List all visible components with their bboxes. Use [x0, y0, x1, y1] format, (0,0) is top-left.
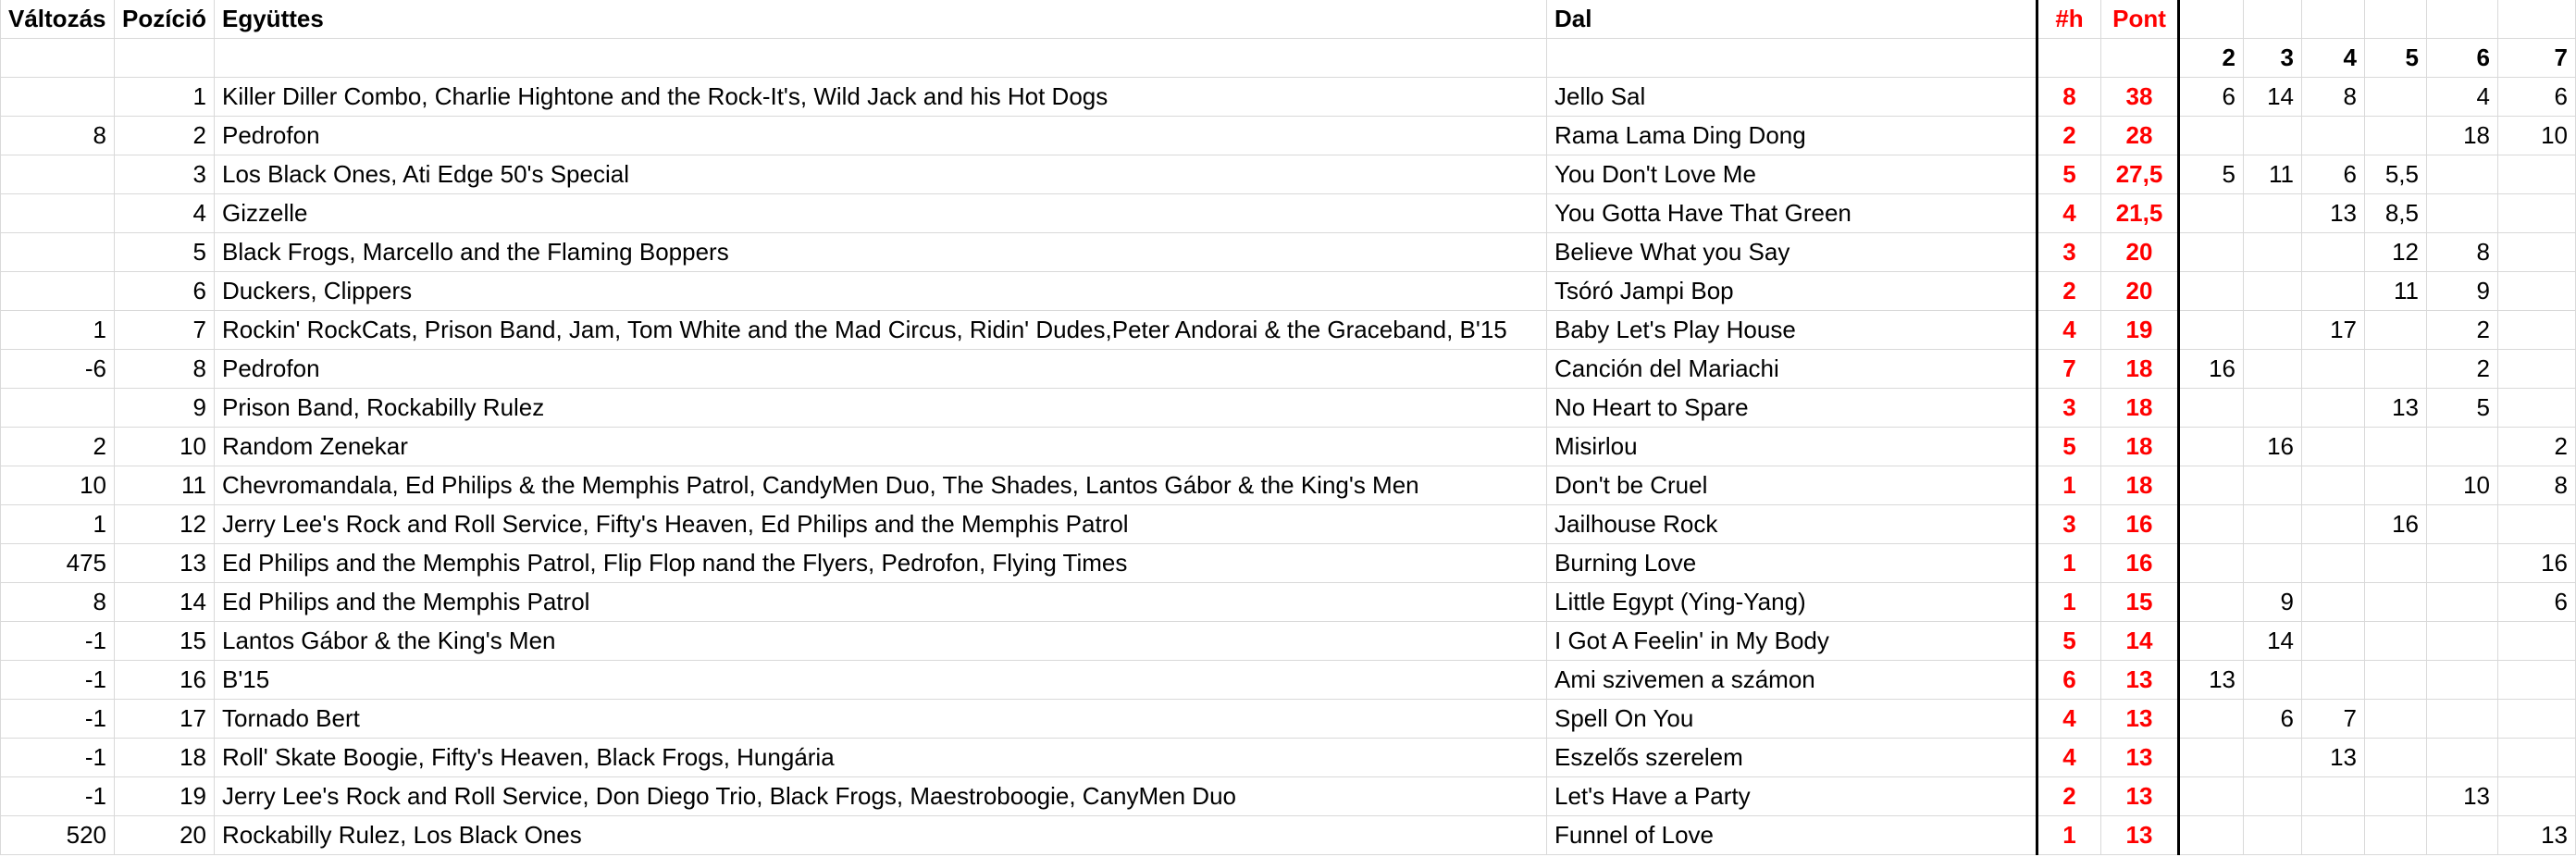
- week-score-cell[interactable]: 8: [2302, 78, 2365, 117]
- week-score-cell[interactable]: 6: [2244, 700, 2302, 739]
- change-cell[interactable]: 520: [1, 816, 115, 855]
- count-cell[interactable]: 1: [2037, 816, 2101, 855]
- points-cell[interactable]: 15: [2101, 583, 2179, 622]
- position-cell[interactable]: 10: [115, 428, 215, 466]
- song-cell[interactable]: Ami szivemen a számon: [1547, 661, 2037, 700]
- week-score-cell[interactable]: [2498, 622, 2576, 661]
- week-header[interactable]: 5: [2365, 39, 2427, 78]
- song-cell[interactable]: Burning Love: [1547, 544, 2037, 583]
- week-score-cell[interactable]: [2244, 389, 2302, 428]
- week-score-cell[interactable]: 8,5: [2365, 194, 2427, 233]
- week-score-cell[interactable]: [2498, 194, 2576, 233]
- points-cell[interactable]: 28: [2101, 117, 2179, 155]
- week-score-cell[interactable]: [2302, 544, 2365, 583]
- week-score-cell[interactable]: 6: [2179, 78, 2244, 117]
- count-cell[interactable]: 4: [2037, 739, 2101, 777]
- change-cell[interactable]: -1: [1, 700, 115, 739]
- change-cell[interactable]: -1: [1, 739, 115, 777]
- week-score-cell[interactable]: 14: [2244, 78, 2302, 117]
- header-blank[interactable]: [2365, 0, 2427, 39]
- week-score-cell[interactable]: 9: [2244, 583, 2302, 622]
- week-score-cell[interactable]: [2244, 350, 2302, 389]
- week-score-cell[interactable]: [2427, 583, 2498, 622]
- week-score-cell[interactable]: [2302, 272, 2365, 311]
- song-cell[interactable]: Canción del Mariachi: [1547, 350, 2037, 389]
- change-cell[interactable]: -1: [1, 661, 115, 700]
- song-cell[interactable]: I Got A Feelin' in My Body: [1547, 622, 2037, 661]
- week-score-cell[interactable]: [2179, 428, 2244, 466]
- band-cell[interactable]: Gizzelle: [215, 194, 1547, 233]
- table-row: [1, 622, 2576, 661]
- count-cell[interactable]: 8: [2037, 78, 2101, 117]
- band-cell[interactable]: Random Zenekar: [215, 428, 1547, 466]
- position-cell[interactable]: 7: [115, 311, 215, 350]
- week-score-cell[interactable]: 12: [2365, 233, 2427, 272]
- count-cell[interactable]: 4: [2037, 700, 2101, 739]
- points-cell[interactable]: 13: [2101, 700, 2179, 739]
- week-score-cell[interactable]: [2179, 272, 2244, 311]
- week-score-cell[interactable]: 10: [2427, 466, 2498, 505]
- change-cell[interactable]: [1, 272, 115, 311]
- week-score-cell[interactable]: [2365, 739, 2427, 777]
- points-cell[interactable]: 18: [2101, 466, 2179, 505]
- band-cell[interactable]: B'15: [215, 661, 1547, 700]
- empty-cell[interactable]: [1, 39, 115, 78]
- week-score-cell[interactable]: [2179, 505, 2244, 544]
- table-body: [1, 0, 2576, 855]
- week-score-cell[interactable]: [2244, 505, 2302, 544]
- week-score-cell[interactable]: [2498, 155, 2576, 194]
- song-cell[interactable]: Jello Sal: [1547, 78, 2037, 117]
- empty-cell[interactable]: [2101, 39, 2179, 78]
- header-position[interactable]: Pozíció: [115, 0, 215, 39]
- position-cell[interactable]: 18: [115, 739, 215, 777]
- week-score-cell[interactable]: 6: [2498, 583, 2576, 622]
- band-cell[interactable]: Jerry Lee's Rock and Roll Service, Don Diego Trio, Black Frogs, Maestroboogie, CanyMen Duo: [215, 777, 1547, 816]
- count-cell[interactable]: 5: [2037, 428, 2101, 466]
- count-cell[interactable]: 4: [2037, 311, 2101, 350]
- change-cell[interactable]: 1: [1, 505, 115, 544]
- table-row: [1, 78, 2576, 117]
- week-score-cell[interactable]: 13: [2365, 389, 2427, 428]
- change-cell[interactable]: [1, 194, 115, 233]
- header-change[interactable]: Változás: [1, 0, 115, 39]
- header-blank[interactable]: [2179, 0, 2244, 39]
- position-cell[interactable]: 12: [115, 505, 215, 544]
- week-score-cell[interactable]: [2244, 194, 2302, 233]
- week-score-cell[interactable]: [2365, 466, 2427, 505]
- table-row: [1, 389, 2576, 428]
- week-score-cell[interactable]: 2: [2498, 428, 2576, 466]
- band-cell[interactable]: Lantos Gábor & the King's Men: [215, 622, 1547, 661]
- week-score-cell[interactable]: [2427, 700, 2498, 739]
- band-cell[interactable]: Ed Philips and the Memphis Patrol, Flip Flop nand the Flyers, Pedrofon, Flying Times: [215, 544, 1547, 583]
- song-cell[interactable]: Rama Lama Ding Dong: [1547, 117, 2037, 155]
- table-row: [1, 350, 2576, 389]
- position-cell[interactable]: 5: [115, 233, 215, 272]
- header-blank[interactable]: [2427, 0, 2498, 39]
- points-cell[interactable]: 38: [2101, 78, 2179, 117]
- band-cell[interactable]: Los Black Ones, Ati Edge 50's Special: [215, 155, 1547, 194]
- empty-cell[interactable]: [215, 39, 1547, 78]
- points-cell[interactable]: 14: [2101, 622, 2179, 661]
- week-score-cell[interactable]: [2498, 311, 2576, 350]
- week-score-cell[interactable]: [2179, 739, 2244, 777]
- points-cell[interactable]: 16: [2101, 505, 2179, 544]
- position-cell[interactable]: 20: [115, 816, 215, 855]
- week-score-cell[interactable]: 11: [2365, 272, 2427, 311]
- change-cell[interactable]: 8: [1, 583, 115, 622]
- table-row: [1, 117, 2576, 155]
- band-cell[interactable]: Ed Philips and the Memphis Patrol: [215, 583, 1547, 622]
- empty-cell[interactable]: [115, 39, 215, 78]
- week-score-cell[interactable]: [2427, 622, 2498, 661]
- table-row: [1, 583, 2576, 622]
- change-cell[interactable]: -6: [1, 350, 115, 389]
- position-cell[interactable]: 11: [115, 466, 215, 505]
- week-score-cell[interactable]: [2179, 233, 2244, 272]
- week-score-cell[interactable]: 18: [2427, 117, 2498, 155]
- week-score-cell[interactable]: 13: [2427, 777, 2498, 816]
- week-score-cell[interactable]: 4: [2427, 78, 2498, 117]
- week-score-cell[interactable]: [2179, 622, 2244, 661]
- band-cell[interactable]: Rockabilly Rulez, Los Black Ones: [215, 816, 1547, 855]
- table-row: [1, 700, 2576, 739]
- week-score-cell[interactable]: [2365, 78, 2427, 117]
- week-score-cell[interactable]: 2: [2427, 311, 2498, 350]
- week-score-cell[interactable]: [2244, 466, 2302, 505]
- week-score-cell[interactable]: 5,5: [2365, 155, 2427, 194]
- count-cell[interactable]: 1: [2037, 466, 2101, 505]
- position-cell[interactable]: 9: [115, 389, 215, 428]
- song-cell[interactable]: Eszelős szerelem: [1547, 739, 2037, 777]
- count-cell[interactable]: 2: [2037, 117, 2101, 155]
- week-header[interactable]: 6: [2427, 39, 2498, 78]
- position-cell[interactable]: 3: [115, 155, 215, 194]
- count-cell[interactable]: 1: [2037, 583, 2101, 622]
- band-cell[interactable]: Pedrofon: [215, 350, 1547, 389]
- count-cell[interactable]: 7: [2037, 350, 2101, 389]
- week-score-cell[interactable]: [2427, 505, 2498, 544]
- week-score-cell[interactable]: 13: [2302, 194, 2365, 233]
- song-cell[interactable]: Baby Let's Play House: [1547, 311, 2037, 350]
- change-cell[interactable]: 2: [1, 428, 115, 466]
- week-score-cell[interactable]: [2244, 739, 2302, 777]
- week-header-row: [1, 39, 2576, 78]
- band-cell[interactable]: Tornado Bert: [215, 700, 1547, 739]
- points-cell[interactable]: 16: [2101, 544, 2179, 583]
- song-cell[interactable]: Don't be Cruel: [1547, 466, 2037, 505]
- table-row: [1, 466, 2576, 505]
- week-score-cell[interactable]: [2365, 583, 2427, 622]
- week-score-cell[interactable]: 13: [2498, 816, 2576, 855]
- song-cell[interactable]: Little Egypt (Ying-Yang): [1547, 583, 2037, 622]
- week-score-cell[interactable]: [2427, 544, 2498, 583]
- change-cell[interactable]: [1, 233, 115, 272]
- table-row: [1, 155, 2576, 194]
- week-score-cell[interactable]: [2179, 466, 2244, 505]
- week-score-cell[interactable]: [2244, 272, 2302, 311]
- song-cell[interactable]: Believe What you Say: [1547, 233, 2037, 272]
- band-cell[interactable]: Rockin' RockCats, Prison Band, Jam, Tom White and the Mad Circus, Ridin' Dudes,Peter Andorai & the Graceband, B'15: [215, 311, 1547, 350]
- song-cell[interactable]: No Heart to Spare: [1547, 389, 2037, 428]
- week-header[interactable]: 4: [2302, 39, 2365, 78]
- week-score-cell[interactable]: [2179, 816, 2244, 855]
- header-band[interactable]: Együttes: [215, 0, 1547, 39]
- week-score-cell[interactable]: [2365, 117, 2427, 155]
- points-cell[interactable]: 19: [2101, 311, 2179, 350]
- header-blank[interactable]: [2244, 0, 2302, 39]
- week-score-cell[interactable]: [2244, 816, 2302, 855]
- position-cell[interactable]: 17: [115, 700, 215, 739]
- change-cell[interactable]: -1: [1, 777, 115, 816]
- week-score-cell[interactable]: 13: [2179, 661, 2244, 700]
- week-score-cell[interactable]: [2179, 117, 2244, 155]
- week-score-cell[interactable]: [2302, 505, 2365, 544]
- week-score-cell[interactable]: [2179, 777, 2244, 816]
- week-score-cell[interactable]: [2365, 350, 2427, 389]
- count-cell[interactable]: 5: [2037, 622, 2101, 661]
- position-cell[interactable]: 19: [115, 777, 215, 816]
- position-cell[interactable]: 16: [115, 661, 215, 700]
- week-score-cell[interactable]: 8: [2427, 233, 2498, 272]
- week-score-cell[interactable]: [2498, 272, 2576, 311]
- week-score-cell[interactable]: [2244, 311, 2302, 350]
- week-score-cell[interactable]: [2427, 816, 2498, 855]
- header-count[interactable]: #h: [2037, 0, 2101, 39]
- position-cell[interactable]: 4: [115, 194, 215, 233]
- week-header[interactable]: 2: [2179, 39, 2244, 78]
- week-score-cell[interactable]: [2498, 233, 2576, 272]
- header-row: [1, 0, 2576, 39]
- week-score-cell[interactable]: 2: [2427, 350, 2498, 389]
- week-score-cell[interactable]: 11: [2244, 155, 2302, 194]
- change-cell[interactable]: 10: [1, 466, 115, 505]
- week-score-cell[interactable]: 16: [2498, 544, 2576, 583]
- song-cell[interactable]: Tsóró Jampi Bop: [1547, 272, 2037, 311]
- points-cell[interactable]: 27,5: [2101, 155, 2179, 194]
- week-header[interactable]: 7: [2498, 39, 2576, 78]
- week-score-cell[interactable]: [2365, 700, 2427, 739]
- position-cell[interactable]: 15: [115, 622, 215, 661]
- week-score-cell[interactable]: [2427, 155, 2498, 194]
- song-cell[interactable]: Spell On You: [1547, 700, 2037, 739]
- table-row: [1, 194, 2576, 233]
- count-cell[interactable]: 3: [2037, 505, 2101, 544]
- count-cell[interactable]: 5: [2037, 155, 2101, 194]
- week-score-cell[interactable]: [2498, 739, 2576, 777]
- week-score-cell[interactable]: [2365, 816, 2427, 855]
- change-cell[interactable]: -1: [1, 622, 115, 661]
- points-cell[interactable]: 13: [2101, 777, 2179, 816]
- week-score-cell[interactable]: [2244, 233, 2302, 272]
- header-blank[interactable]: [2302, 0, 2365, 39]
- week-score-cell[interactable]: [2244, 544, 2302, 583]
- change-cell[interactable]: 8: [1, 117, 115, 155]
- week-score-cell[interactable]: 14: [2244, 622, 2302, 661]
- week-score-cell[interactable]: [2302, 622, 2365, 661]
- table-row: [1, 311, 2576, 350]
- week-score-cell[interactable]: [2179, 700, 2244, 739]
- table-row: [1, 505, 2576, 544]
- week-score-cell[interactable]: [2179, 583, 2244, 622]
- change-cell[interactable]: 475: [1, 544, 115, 583]
- week-score-cell[interactable]: 17: [2302, 311, 2365, 350]
- band-cell[interactable]: Roll' Skate Boogie, Fifty's Heaven, Black Frogs, Hungária: [215, 739, 1547, 777]
- song-cell[interactable]: Jailhouse Rock: [1547, 505, 2037, 544]
- table-row: [1, 428, 2576, 466]
- points-cell[interactable]: 13: [2101, 816, 2179, 855]
- week-score-cell[interactable]: [2498, 700, 2576, 739]
- song-cell[interactable]: Funnel of Love: [1547, 816, 2037, 855]
- week-score-cell[interactable]: [2498, 505, 2576, 544]
- week-score-cell[interactable]: [2365, 311, 2427, 350]
- points-cell[interactable]: 20: [2101, 233, 2179, 272]
- count-cell[interactable]: 1: [2037, 544, 2101, 583]
- week-score-cell[interactable]: [2427, 194, 2498, 233]
- empty-cell[interactable]: [2037, 39, 2101, 78]
- week-score-cell[interactable]: [2302, 117, 2365, 155]
- week-score-cell[interactable]: [2179, 194, 2244, 233]
- week-score-cell[interactable]: 16: [2179, 350, 2244, 389]
- song-cell[interactable]: Misirlou: [1547, 428, 2037, 466]
- header-points[interactable]: Pont: [2101, 0, 2179, 39]
- points-cell[interactable]: 13: [2101, 661, 2179, 700]
- points-cell[interactable]: 13: [2101, 739, 2179, 777]
- points-cell[interactable]: 18: [2101, 428, 2179, 466]
- band-cell[interactable]: Prison Band, Rockabilly Rulez: [215, 389, 1547, 428]
- week-score-cell[interactable]: [2302, 428, 2365, 466]
- week-score-cell[interactable]: [2244, 777, 2302, 816]
- week-score-cell[interactable]: [2365, 428, 2427, 466]
- count-cell[interactable]: 2: [2037, 777, 2101, 816]
- change-cell[interactable]: 1: [1, 311, 115, 350]
- count-cell[interactable]: 2: [2037, 272, 2101, 311]
- count-cell[interactable]: 6: [2037, 661, 2101, 700]
- week-score-cell[interactable]: [2302, 583, 2365, 622]
- table-row: [1, 739, 2576, 777]
- week-score-cell[interactable]: [2302, 389, 2365, 428]
- table-row: [1, 661, 2576, 700]
- points-cell[interactable]: 18: [2101, 389, 2179, 428]
- week-score-cell[interactable]: [2427, 661, 2498, 700]
- week-score-cell[interactable]: [2365, 777, 2427, 816]
- header-song[interactable]: Dal: [1547, 0, 2037, 39]
- week-score-cell[interactable]: [2498, 389, 2576, 428]
- week-score-cell[interactable]: [2365, 544, 2427, 583]
- week-score-cell[interactable]: [2427, 428, 2498, 466]
- week-header[interactable]: 3: [2244, 39, 2302, 78]
- song-cell[interactable]: Let's Have a Party: [1547, 777, 2037, 816]
- position-cell[interactable]: 13: [115, 544, 215, 583]
- week-score-cell[interactable]: [2498, 777, 2576, 816]
- table-row: [1, 777, 2576, 816]
- week-score-cell[interactable]: [2365, 661, 2427, 700]
- band-cell[interactable]: Pedrofon: [215, 117, 1547, 155]
- week-score-cell[interactable]: [2302, 466, 2365, 505]
- week-score-cell[interactable]: 10: [2498, 117, 2576, 155]
- week-score-cell[interactable]: [2498, 661, 2576, 700]
- week-score-cell[interactable]: [2302, 350, 2365, 389]
- week-score-cell[interactable]: [2427, 739, 2498, 777]
- song-cell[interactable]: You Gotta Have That Green: [1547, 194, 2037, 233]
- position-cell[interactable]: 2: [115, 117, 215, 155]
- week-score-cell[interactable]: [2302, 661, 2365, 700]
- week-score-cell[interactable]: [2244, 117, 2302, 155]
- change-cell[interactable]: [1, 389, 115, 428]
- week-score-cell[interactable]: 13: [2302, 739, 2365, 777]
- points-cell[interactable]: 21,5: [2101, 194, 2179, 233]
- position-cell[interactable]: 14: [115, 583, 215, 622]
- band-cell[interactable]: Killer Diller Combo, Charlie Hightone and the Rock-It's, Wild Jack and his Hot Dogs: [215, 78, 1547, 117]
- position-cell[interactable]: 8: [115, 350, 215, 389]
- band-cell[interactable]: Jerry Lee's Rock and Roll Service, Fifty's Heaven, Ed Philips and the Memphis Patrol: [215, 505, 1547, 544]
- week-score-cell[interactable]: 16: [2365, 505, 2427, 544]
- change-cell[interactable]: [1, 155, 115, 194]
- count-cell[interactable]: 3: [2037, 389, 2101, 428]
- week-score-cell[interactable]: [2302, 233, 2365, 272]
- week-score-cell[interactable]: 8: [2498, 466, 2576, 505]
- week-score-cell[interactable]: [2302, 816, 2365, 855]
- empty-cell[interactable]: [1547, 39, 2037, 78]
- week-score-cell[interactable]: 16: [2244, 428, 2302, 466]
- table-row: [1, 272, 2576, 311]
- band-cell[interactable]: Duckers, Clippers: [215, 272, 1547, 311]
- week-score-cell[interactable]: [2179, 311, 2244, 350]
- week-score-cell[interactable]: [2498, 350, 2576, 389]
- count-cell[interactable]: 4: [2037, 194, 2101, 233]
- count-cell[interactable]: 3: [2037, 233, 2101, 272]
- week-score-cell[interactable]: [2302, 777, 2365, 816]
- table-row: [1, 544, 2576, 583]
- week-score-cell[interactable]: 5: [2427, 389, 2498, 428]
- week-score-cell[interactable]: 5: [2179, 155, 2244, 194]
- change-cell[interactable]: [1, 78, 115, 117]
- position-cell[interactable]: 1: [115, 78, 215, 117]
- week-score-cell[interactable]: 6: [2498, 78, 2576, 117]
- week-score-cell[interactable]: 6: [2302, 155, 2365, 194]
- week-score-cell[interactable]: [2365, 622, 2427, 661]
- week-score-cell[interactable]: [2244, 661, 2302, 700]
- points-cell[interactable]: 20: [2101, 272, 2179, 311]
- week-score-cell[interactable]: [2179, 389, 2244, 428]
- table-row: [1, 233, 2576, 272]
- points-cell[interactable]: 18: [2101, 350, 2179, 389]
- table-row: [1, 816, 2576, 855]
- band-cell[interactable]: Chevromandala, Ed Philips & the Memphis Patrol, CandyMen Duo, The Shades, Lantos Gábor & the King's Men: [215, 466, 1547, 505]
- week-score-cell[interactable]: 9: [2427, 272, 2498, 311]
- song-cell[interactable]: You Don't Love Me: [1547, 155, 2037, 194]
- week-score-cell[interactable]: [2179, 544, 2244, 583]
- header-blank[interactable]: [2498, 0, 2576, 39]
- week-score-cell[interactable]: 7: [2302, 700, 2365, 739]
- position-cell[interactable]: 6: [115, 272, 215, 311]
- band-cell[interactable]: Black Frogs, Marcello and the Flaming Boppers: [215, 233, 1547, 272]
